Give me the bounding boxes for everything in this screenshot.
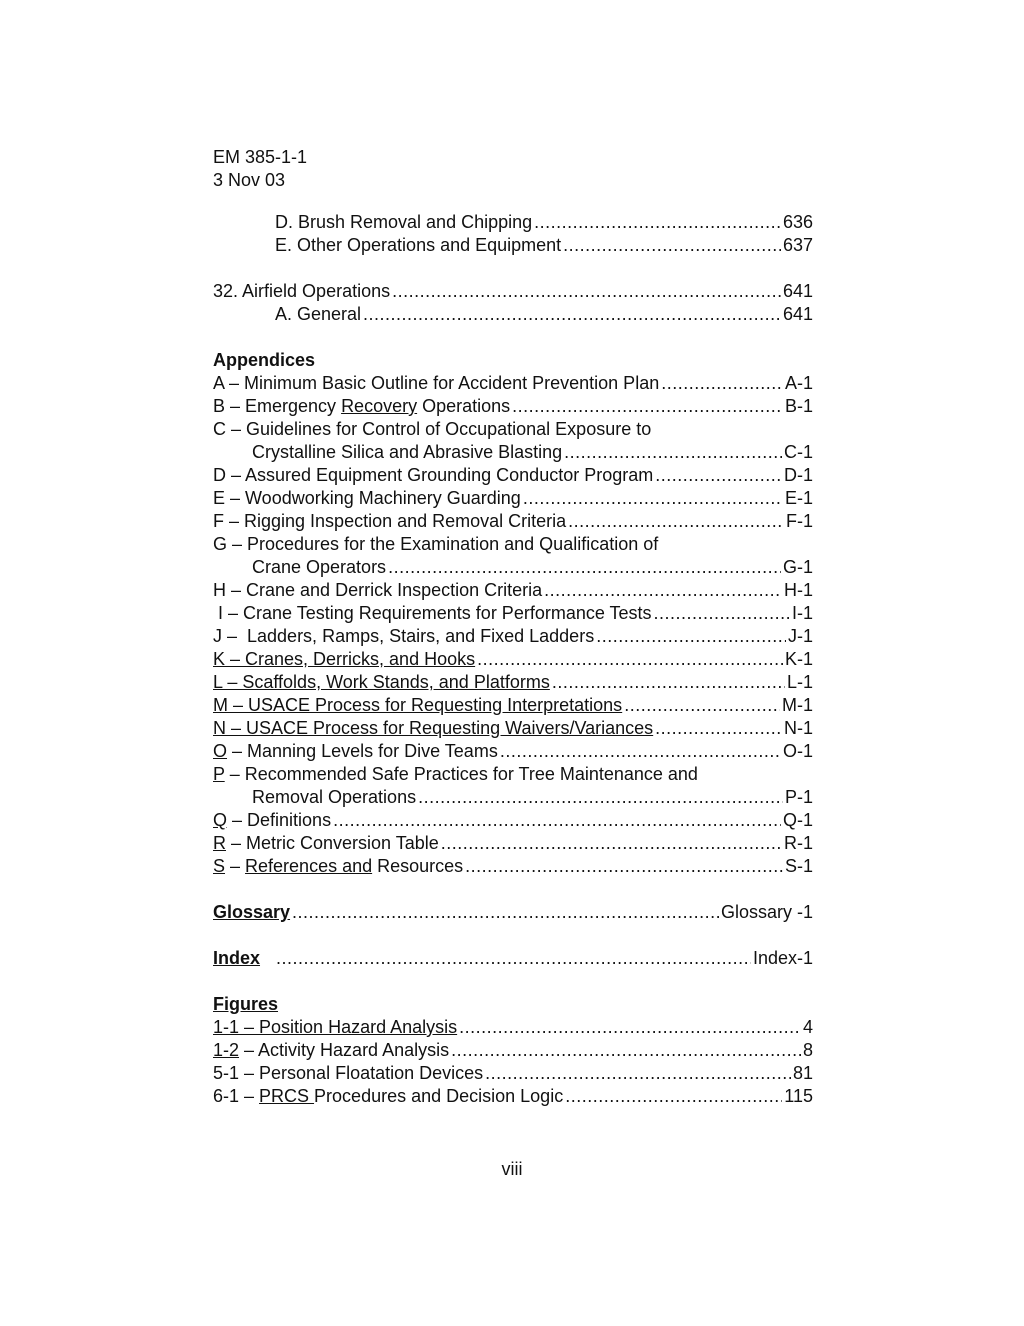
dot-leader <box>596 625 786 648</box>
dot-leader <box>465 855 783 878</box>
dot-leader <box>500 740 781 763</box>
dot-leader <box>655 717 782 740</box>
toc-entry-figure-1-1[interactable]: 1-1 – Position Hazard Analysis ..... 4 <box>213 1016 813 1039</box>
toc-entry-figure-6-1[interactable]: 6-1 – PRCS Procedures and Decision Logic ..... 115 <box>213 1085 813 1108</box>
dot-leader <box>363 303 781 326</box>
toc-entry-glossary[interactable]: Glossary ..... Glossary -1 <box>213 901 813 924</box>
dot-leader <box>523 487 783 510</box>
dot-leader <box>392 280 781 303</box>
dot-leader <box>552 671 785 694</box>
dot-leader <box>512 395 783 418</box>
toc-entry-appendix-c[interactable]: Crystalline Silica and Abrasive Blasting ..... C-1 <box>213 441 813 464</box>
toc-entry-appendix-q[interactable]: Q – Definitions ..... Q-1 <box>213 809 813 832</box>
toc-entry-appendix-b[interactable]: B – Emergency Recovery Operations ..... B-1 <box>213 395 813 418</box>
dot-leader <box>624 694 780 717</box>
toc-entry-31d[interactable]: D. Brush Removal and Chipping ..... 636 <box>213 211 813 234</box>
document-id: EM 385-1-1 <box>213 147 308 167</box>
dot-leader <box>534 211 781 234</box>
dot-leader <box>485 1062 791 1085</box>
dot-leader <box>565 1085 782 1108</box>
toc-entry-appendix-o[interactable]: O – Manning Levels for Dive Teams ..... O-1 <box>213 740 813 763</box>
table-of-contents <box>213 211 813 1108</box>
toc-entry-appendix-l[interactable]: L – Scaffolds, Work Stands, and Platforms ..... L-1 <box>213 671 813 694</box>
dot-leader <box>292 901 719 924</box>
document-header <box>213 146 307 192</box>
dot-leader <box>276 947 751 970</box>
toc-entry-appendix-f[interactable]: F – Rigging Inspection and Removal Criteria ..... F-1 <box>213 510 813 533</box>
toc-entry-appendix-p[interactable]: Removal Operations ..... P-1 <box>213 786 813 809</box>
toc-entry-appendix-g-line1[interactable]: G – Procedures for the Examination and Qualification of <box>213 534 659 554</box>
toc-entry-appendix-n[interactable]: N – USACE Process for Requesting Waivers/Variances ..... N-1 <box>213 717 813 740</box>
toc-entry-appendix-h[interactable]: H – Crane and Derrick Inspection Criteria ..... H-1 <box>213 579 813 602</box>
dot-leader <box>418 786 783 809</box>
toc-entry-appendix-i[interactable]: I – Crane Testing Requirements for Performance Tests ..... I-1 <box>213 602 813 625</box>
toc-entry-appendix-j[interactable]: J – Ladders, Ramps, Stairs, and Fixed Ladders ..... J-1 <box>213 625 813 648</box>
appendices-heading: Appendices <box>213 350 316 370</box>
toc-entry-index[interactable]: Index ..... Index-1 <box>213 947 813 970</box>
dot-leader <box>654 602 790 625</box>
dot-leader <box>655 464 782 487</box>
toc-entry-32a[interactable]: A. General ..... 641 <box>213 303 813 326</box>
dot-leader <box>661 372 783 395</box>
dot-leader <box>388 556 781 579</box>
dot-leader <box>451 1039 801 1062</box>
toc-entry-appendix-e[interactable]: E – Woodworking Machinery Guarding ..... E-1 <box>213 487 813 510</box>
toc-entry-appendix-g[interactable]: Crane Operators ..... G-1 <box>213 556 813 579</box>
toc-entry-appendix-c-line1[interactable]: C – Guidelines for Control of Occupational Exposure to <box>213 419 652 439</box>
toc-entry-31e[interactable]: E. Other Operations and Equipment ..... 637 <box>213 234 813 257</box>
toc-entry-appendix-k[interactable]: K – Cranes, Derricks, and Hooks ..... K-1 <box>213 648 813 671</box>
toc-entry-appendix-m[interactable]: M – USACE Process for Requesting Interpretations ..... M-1 <box>213 694 813 717</box>
page-number: viii <box>501 1159 523 1179</box>
dot-leader <box>564 441 782 464</box>
toc-entry-32[interactable]: 32. Airfield Operations ..... 641 <box>213 280 813 303</box>
dot-leader <box>544 579 782 602</box>
dot-leader <box>333 809 781 832</box>
toc-entry-appendix-p-line1[interactable]: P – Recommended Safe Practices for Tree Maintenance and <box>213 764 698 784</box>
toc-entry-appendix-s[interactable]: S – References and Resources ..... S-1 <box>213 855 813 878</box>
figures-heading: Figures <box>213 994 279 1014</box>
dot-leader <box>441 832 782 855</box>
toc-entry-appendix-r[interactable]: R – Metric Conversion Table ..... R-1 <box>213 832 813 855</box>
document-date: 3 Nov 03 <box>213 170 286 190</box>
dot-leader <box>568 510 784 533</box>
dot-leader <box>563 234 781 257</box>
toc-entry-appendix-a[interactable]: A – Minimum Basic Outline for Accident Prevention Plan ..... A-1 <box>213 372 813 395</box>
toc-entry-appendix-d[interactable]: D – Assured Equipment Grounding Conductor Program ..... D-1 <box>213 464 813 487</box>
toc-entry-figure-5-1[interactable]: 5-1 – Personal Floatation Devices ..... 81 <box>213 1062 813 1085</box>
dot-leader <box>459 1016 801 1039</box>
dot-leader <box>477 648 783 671</box>
toc-entry-figure-1-2[interactable]: 1-2 – Activity Hazard Analysis ..... 8 <box>213 1039 813 1062</box>
